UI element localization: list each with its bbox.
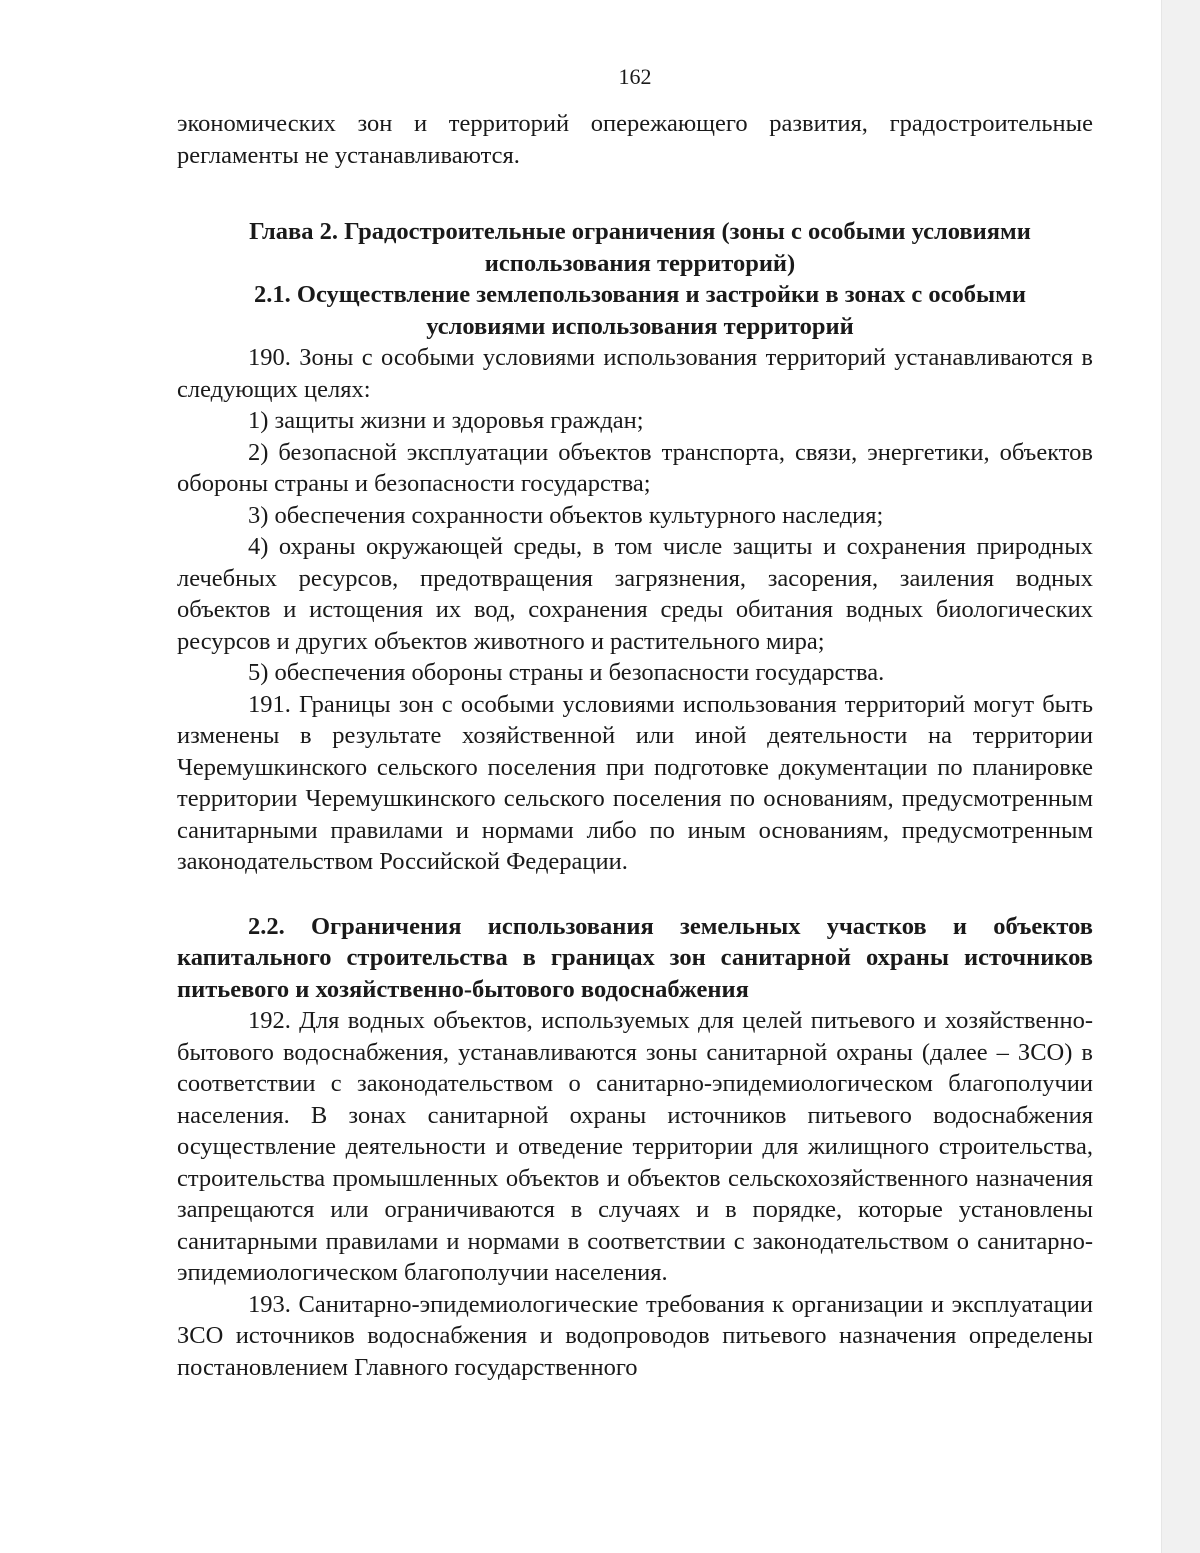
list-item-3: 3) обеспечения сохранности объектов культурного наследия; [248,501,884,529]
page-content [177,108,1093,1383]
paragraph-191: 191. Границы зон с особыми условиями использования территорий могут быть изменены в результате хозяйственной или иной деятельности на территории Черемушкинского сельского поселения при подготовке документации по планировке территории Черемушкинского сельского поселения по основаниям, предусмотренным санитарными правилами и нормами либо по иным основаниям, предусмотренным законодательством Российской Федерации. [177,690,1093,875]
paragraph-192: 192. Для водных объектов, используемых для целей питьевого и хозяйственно-бытового водоснабжения, устанавливаются зоны санитарной охраны (далее – ЗСО) в соответствии с законодательством о санитарно-эпидемиологическом благополучии населения. В зонах санитарной охраны источников питьевого водоснабжения осуществление деятельности и отведение территории для жилищного строительства, строительства промышленных объектов и объектов сельскохозяйственного назначения запрещаются или ограничиваются в случаях и в порядке, которые установлены санитарными правилами и нормами в соответствии с законодательством о санитарно-эпидемиологическом благополучии населения. [177,1007,1093,1286]
list-item-2: 2) безопасной эксплуатации объектов транспорта, связи, энергетики, объектов обороны страны и безопасности государства; [177,438,1093,497]
scan-margin-strip [1161,0,1200,1553]
section-heading-2-1: 2.1. Осуществление землепользования и застройки в зонах с особыми условиями использования территорий [254,281,1026,340]
chapter-heading: Глава 2. Градостроительные ограничения (зоны с особыми условиями использования территорий) [249,218,1031,277]
paragraph-continuation: экономических зон и территорий опережающего развития, градостроительные регламенты не устанавливаются. [177,110,1093,169]
page-number: 162 [618,64,652,89]
list-item-4: 4) охраны окружающей среды, в том числе защиты и сохранения природных лечебных ресурсов, предотвращения загрязнения, засорения, заиления водных объектов и истощения их вод, сохранения среды обитания водных биологических ресурсов и других объектов животного и растительного мира; [177,533,1093,655]
section-heading-2-2: 2.2. Ограничения использования земельных участков и объектов капитального строительства в границах зон санитарной охраны источников питьевого и хозяйственно-бытового водоснабжения [177,912,1093,1003]
list-item-5: 5) обеспечения обороны страны и безопасности государства. [248,659,885,686]
list-item-1: 1) защиты жизни и здоровья граждан; [248,407,644,434]
paragraph-193: 193. Санитарно-эпидемиологические требования к организации и эксплуатации ЗСО источников водоснабжения и водопроводов питьевого назначения определены постановлением Главного государственного [177,1290,1093,1381]
paragraph-190: 190. Зоны с особыми условиями использования территорий устанавливаются в следующих целях: [177,344,1093,403]
